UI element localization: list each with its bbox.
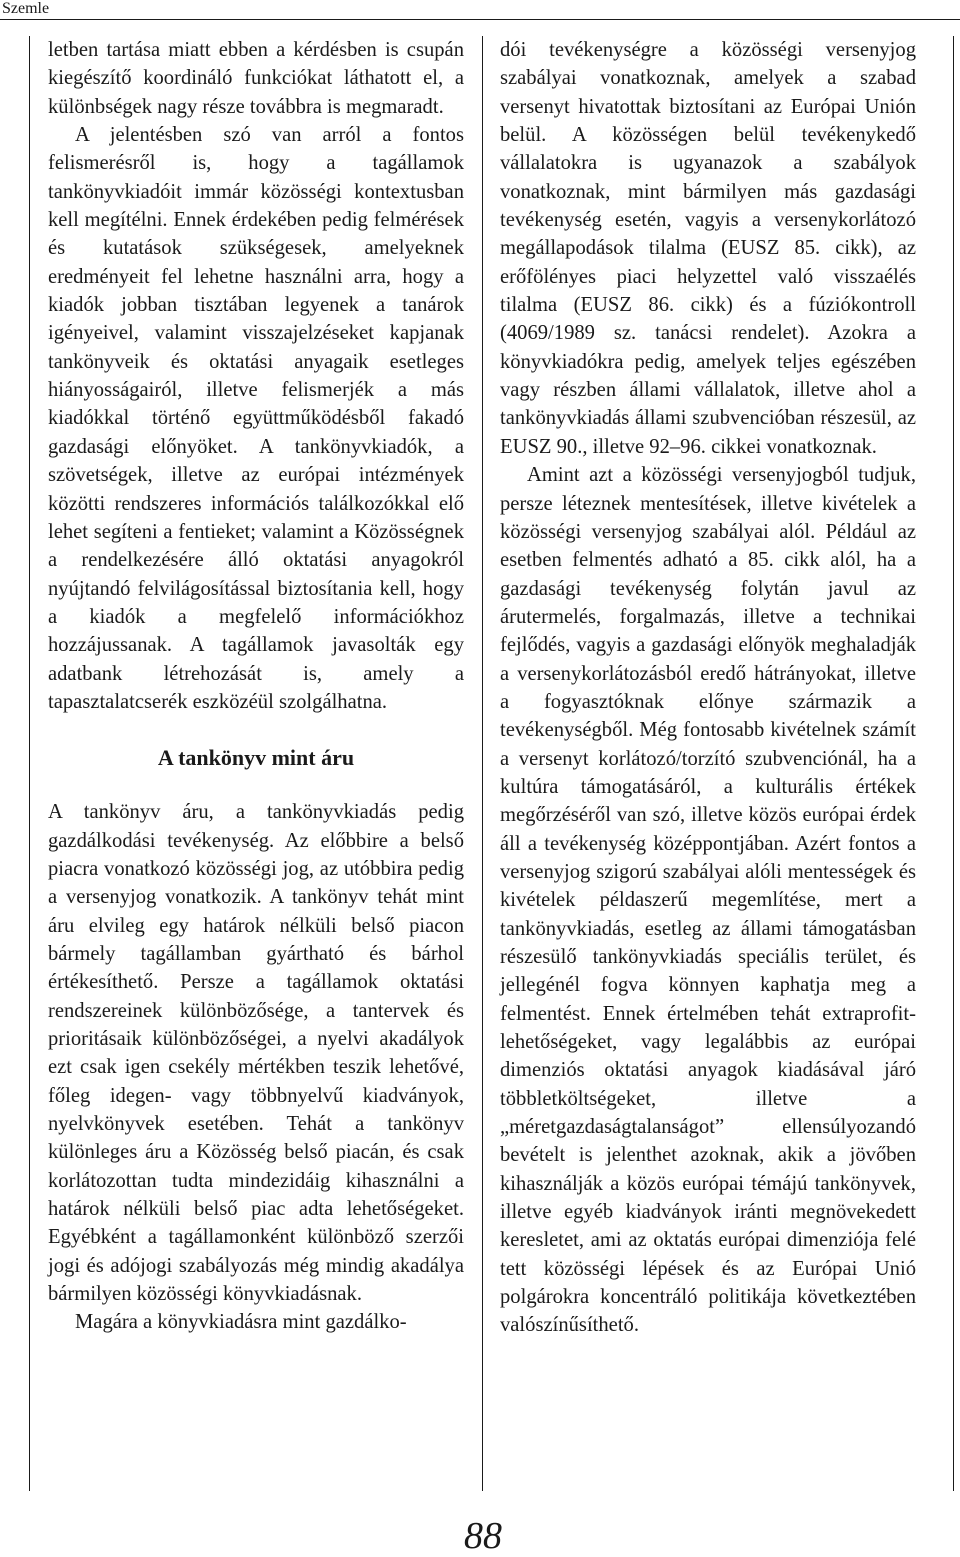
left-paragraph-2: A jelentésben szó van arról a fontos felismerésről is, hogy a tagállamok tankönyvkiadóit immár közösségi kontextusban kell megítélni. Ennek érdekében pedig felmérések és kutatások szükségesek, amelyeknek eredményeit fel lehetne használni arra, hogy a kiadók jobban tisztában legyenek a tanárok igényeivel, valamint visszajelzéseket kapjanak tankönyveik és oktatási anyagaik esetleges hiányosságairól, illetve felismerjék a más kiadókkal történő együttműködésből fakadó gazdasági előnyöket. A tankönyvkiadók, a szövetségek, illetve az európai intézmények közötti rendszeres információs találkozókkal elő lehet segíteni a fentieket; valamint a Közösségnek a rendelkezésére álló oktatási anyagokról nyújtandó felvilágosítással biztosítania kell, hogy a kiadók a megfelelő információkhoz hozzájussanak. A tagállamok javasolták egy adatbank létrehozását is, amely a tapasztalatcserék eszközéül szolgálhatna.	[48, 124, 464, 713]
running-title: Szemle	[2, 0, 50, 17]
left-margin-rule	[29, 36, 30, 1491]
right-paragraph-1: dói tevékenységre a közösségi versenyjog szabályai vonatkoznak, amelyek a szabad versenyt hivatottak biztosítani az Európai Unión belül. A közösségen belül tevékenykedő vállalatokra is ugyanazok a szabályok vonatkoznak, mint bármilyen más gazdasági tevékenység esetén, vagyis a versenykorlátozó megállapodások tilalma (EUSZ 85. cikk), az erőfölényes piaci helyzettel való visszaélés tilalma (EUSZ 86. cikk) és a fúziókontroll (4069/1989 sz. tanácsi rendelet). Azokra a könyvkiadókra pedig, amelyek teljes egészében vagy részben állami vállalatok, illetve ahol a tankönyvkiadás állami szubvencióban részesül, az EUSZ 90., illetve 92–96. cikkei vonatkoznak.	[500, 39, 916, 458]
right-column	[500, 36, 916, 1340]
page-header	[0, 0, 960, 22]
left-paragraph-1: letben tartása miatt ebben a kérdésben is csupán kiegészítő koordináló funkciókat láthatott el, a különbségek nagy része továbbra is megmaradt.	[48, 39, 464, 118]
right-margin-rule	[953, 36, 954, 1491]
section-heading: A tankönyv mint áru	[157, 745, 355, 771]
header-rule	[0, 19, 960, 20]
left-column	[48, 36, 464, 1337]
column-divider-rule	[482, 36, 483, 1491]
right-paragraph-2: Amint azt a közösségi versenyjogból tudjuk, persze léteznek mentesítések, illetve kivételek a közösségi versenyjog szabályai alól. Például az esetben felmentés adható a 85. cikk alól, ha a gazdasági tevékenység folytán javul az árutermelés, forgalmazás, illetve a technikai fejlődés, vagyis a gazdasági előnyök meghaladják a versenykorlátozásból eredő hátrányokat, illetve a fogyasztóknak előnye származik a tevékenységből. Még fontosabb kivételnek számít a versenyt korlátozó/torzító szubvenciónál, ha a kultúra támogatásáról, a kulturális értékek megőrzéséről van szó, illetve közös európai érdek áll a tevékenység középpontjában. Azért fontos a versenyjog szigorú szabályai alóli mentességek és kivételek példaszerű megemlítése, mert a tankönyvkiadás, esetleg az állami támogatásban részesülő tankönyvkiadás speciális terület, és jellegénél fogva könnyen kaphatja meg a felmentést. Ennek értelmében tehát extraprofit-lehetőségeket, vagy legalábbis az európai dimenziós oktatási anyagok kiadásával járó többletköltségeket, illetve a „méretgazdaságtalanságot” ellensúlyozandó bevételt is jelenthet azoknak, akik a jövőben kihasználják a közös európai témájú tankönyvek, illetve egyéb kiadványok iránti megnövekedett keresletet, ami az oktatás európai dimenziója felé tett közösségi lépések és az Európai Unió polgárokra koncentráló politikája következtében valószínűsíthető.	[500, 464, 916, 1337]
left-paragraph-4: Magára a könyvkiadásra mint gazdálko-	[75, 1311, 407, 1334]
page-number: 88	[464, 1515, 502, 1557]
left-paragraph-3: A tankönyv áru, a tankönyvkiadás pedig gazdálkodási tevékenység. Az előbbire a belső piacra vonatkozó közösségi jog, az utóbbira pedig a versenyjog vonatkozik. A tankönyv tehát mint áru elvileg egy határok nélküli belső piacon bármely tagállamban gyártható és bárhol értékesíthető. Persze a tagállamok oktatási rendszereinek különbözősége, a tantervek és prioritásaik különbözőségei, a nyelvi akadályok ezt csak igen csekély mértékben teszik lehetővé, főleg idegen- vagy többnyelvű kiadványok, nyelvkönyvek esetében. Tehát a tankönyv különleges áru a Közösség belső piacán, és csak korlátozottan tudta mindezidáig kihasználni a határok nélküli belső piac adta lehetőségeket. Egyébként a tagállamonként különböző szerzői jogi és adójogi szabályozás még mindig akadálya bármilyen közösségi könyvkiadásnak.	[48, 801, 464, 1306]
